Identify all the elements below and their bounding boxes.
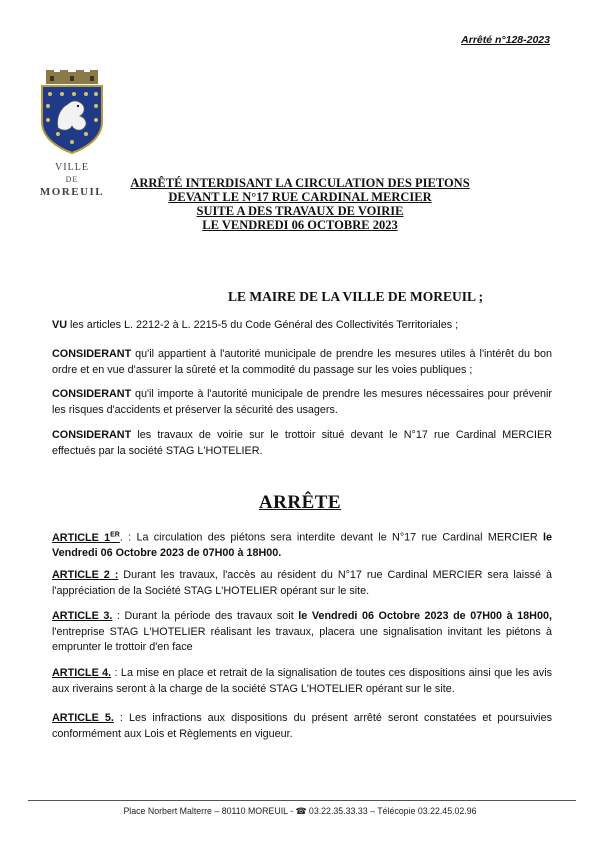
footer-address: Place Norbert Malterre – 80110 MOREUIL - ☎ 03.22.35.33.33 – Télécopie 03.22.45.02.96 bbox=[123, 806, 477, 816]
vu-paragraph bbox=[52, 318, 552, 334]
considerant-paragraph-1 bbox=[52, 347, 552, 378]
article-3-text: : Durant la période des travaux soit bbox=[112, 610, 299, 622]
vu-text: les articles L. 2212-2 à L. 2215-5 du Code Général des Collectivités Territoriales ; bbox=[67, 319, 459, 331]
considerant-text: les travaux de voirie sur le trottoir situé devant le N°17 rue Cardinal MERCIER effectués par la société STAG L'HOTELIER. bbox=[52, 429, 552, 457]
considerant-keyword: CONSIDERANT bbox=[52, 429, 132, 441]
maire-heading: LE MAIRE DE LA VILLE DE MOREUIL ; bbox=[228, 289, 484, 304]
article-5-label: ARTICLE 5. bbox=[52, 712, 114, 724]
considerant-text: qu'il appartient à l'autorité municipale de prendre les mesures utiles à l'intérêt du bon ordre et en vue d'assurer la sûreté et la commodité du passage sur les voies publiques ; bbox=[52, 348, 552, 376]
article-3-text-rest: l'entreprise STAG L'HOTELIER réalisant les travaux, placera une signalisation invitant les piétons à emprunter le trottoir d'en face bbox=[52, 625, 552, 653]
town-name bbox=[30, 162, 114, 198]
article-5-text: : Les infractions aux dispositions du présent arrêté seront constatées et poursuivies conformément aux Lois et Règlements en vigueur. bbox=[52, 712, 552, 740]
arrete-reference: Arrêté n°128-2023 bbox=[461, 34, 550, 46]
article-2 bbox=[52, 568, 552, 599]
footer-divider bbox=[28, 800, 576, 801]
article-5 bbox=[52, 711, 552, 742]
title-line: LE VENDREDI 06 OCTOBRE 2023 bbox=[202, 218, 398, 232]
town-line-de: DE bbox=[65, 175, 79, 184]
document-title bbox=[130, 176, 470, 232]
title-line: SUITE A DES TRAVAUX DE VOIRIE bbox=[196, 204, 404, 218]
title-line: DEVANT LE N°17 RUE CARDINAL MERCIER bbox=[168, 190, 432, 204]
article-3-label: ARTICLE 3. bbox=[52, 610, 113, 622]
article-3-date: le Vendredi 06 Octobre 2023 de 07H00 à 18H00, bbox=[298, 610, 552, 622]
considerant-text: qu'il importe à l'autorité municipale de prendre les mesures nécessaires pour prévenir les risques d'accidents et préserver la sécurité des usagers. bbox=[52, 388, 552, 416]
article-3 bbox=[52, 609, 552, 656]
town-line-moreuil: MOREUIL bbox=[39, 186, 105, 198]
arrete-heading: ARRÊTE bbox=[258, 492, 342, 513]
article-1-text: . : La circulation des piétons sera interdite devant le N°17 rue Cardinal MERCIER bbox=[119, 531, 543, 544]
considerant-keyword: CONSIDERANT bbox=[52, 348, 132, 360]
article-1-label: ARTICLE 1ER bbox=[52, 531, 120, 544]
article-2-label: ARTICLE 2 : bbox=[52, 569, 119, 581]
town-crest-icon bbox=[38, 70, 106, 154]
considerant-keyword: CONSIDERANT bbox=[52, 388, 132, 400]
article-1-date: le Vendredi 06 Octobre 2023 de 07H00 à 18H00. bbox=[52, 531, 553, 560]
article-4 bbox=[52, 666, 552, 697]
vu-keyword: VU bbox=[52, 319, 67, 331]
article-4-text: : La mise en place et retrait de la signalisation de toutes ces dispositions ainsi que les avis aux riverains seront à la charge de la société STAG L'HOTELIER opérant sur le site. bbox=[52, 667, 552, 695]
considerant-paragraph-2 bbox=[52, 387, 552, 418]
town-line-ville: VILLE bbox=[55, 162, 89, 173]
considerant-paragraph-3 bbox=[52, 428, 552, 459]
title-line: ARRÊTÉ INTERDISANT LA CIRCULATION DES PIETONS bbox=[130, 176, 470, 190]
article-4-label: ARTICLE 4. bbox=[52, 667, 112, 679]
article-1 bbox=[52, 527, 552, 562]
article-2-text: Durant les travaux, l'accès au résident du N°17 rue Cardinal MERCIER sera laissé à l'appréciation de la Société STAG L'HOTELIER opérant sur le site. bbox=[52, 569, 552, 597]
